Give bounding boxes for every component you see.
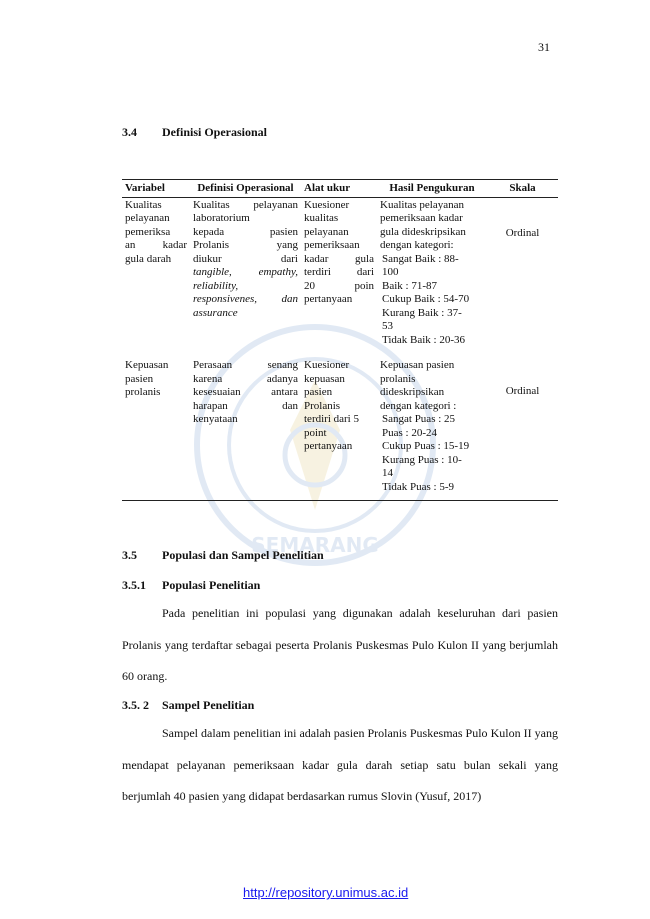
section-number: 3.5. 2 bbox=[122, 698, 149, 712]
text-line: kenyataan bbox=[193, 413, 238, 425]
cell-variabel bbox=[122, 359, 190, 501]
repository-link[interactable]: http://repository.unimus.ac.id bbox=[243, 885, 409, 900]
section-title: Sampel Penelitian bbox=[162, 698, 255, 712]
paragraph-sampel: Sampel dalam penelitian ini adalah pasien Prolanis Puskesmas Pulo Kulon II yang mendapat pelayanan pemeriksaan kadar gula darah setiap satu bulan sekali yang berjumlah 40 pasien yang didapat berdasarkan rumus Slovin (Yusuf, 2017) bbox=[122, 726, 558, 803]
text-line: point bbox=[304, 426, 327, 439]
text-line: Prolanis bbox=[304, 399, 341, 412]
text-line: kepuasan bbox=[304, 372, 345, 385]
col-header-alat-ukur: Alat ukur bbox=[301, 180, 377, 198]
text-line: dideskripsikan bbox=[380, 386, 445, 398]
text-line: Kualitas pelayanan bbox=[193, 198, 298, 211]
col-header-variabel: Variabel bbox=[122, 180, 190, 198]
col-header-skala: Skala bbox=[487, 180, 558, 198]
text-line: an kadar bbox=[125, 239, 187, 251]
section-heading-3-4 bbox=[122, 125, 267, 140]
text-line: Baik : 71-87 bbox=[382, 279, 437, 292]
text-line: 100 bbox=[382, 266, 399, 278]
cell-skala bbox=[487, 197, 558, 359]
text-line: Kepuasan bbox=[125, 359, 169, 371]
cell-definisi bbox=[190, 197, 301, 359]
cell-skala bbox=[487, 359, 558, 501]
col-header-definisi: Definisi Operasional bbox=[190, 180, 301, 198]
text-line: kepada pasien bbox=[193, 225, 298, 238]
text-line: pasien bbox=[125, 372, 154, 385]
text-line: tangible, empathy, bbox=[193, 266, 298, 278]
text-line: kadar gula bbox=[304, 252, 374, 265]
table-row bbox=[122, 197, 558, 359]
text-line: Kualitas bbox=[125, 198, 162, 211]
cell-alat-ukur bbox=[301, 359, 377, 501]
text-line: Kurang Puas : 10- bbox=[382, 453, 462, 466]
section-title: Populasi dan Sampel Penelitian bbox=[162, 548, 324, 562]
text-line: responsivenes, dan bbox=[193, 293, 298, 305]
text-line: terdiri dari bbox=[304, 266, 374, 278]
section-number: 3.4 bbox=[122, 125, 137, 139]
text-line: 53 bbox=[382, 320, 393, 332]
text-line: dengan kategori: bbox=[380, 239, 454, 251]
text-line: kesesuaian antara bbox=[193, 386, 298, 398]
text-line: Cukup Baik : 54-70 bbox=[382, 293, 470, 305]
text-line: 14 bbox=[382, 467, 393, 479]
text-line: pemeriksaan kadar bbox=[380, 212, 463, 224]
text-line: Kepuasan pasien bbox=[380, 359, 455, 371]
section-heading-3-5-2 bbox=[122, 698, 254, 713]
cell-definisi bbox=[190, 359, 301, 501]
text-line: dengan kategori : bbox=[380, 399, 457, 412]
text-line: Prolanis yang bbox=[193, 239, 298, 251]
text-line: laboratorium bbox=[193, 212, 250, 224]
text-line: karena adanya bbox=[193, 372, 298, 385]
text-line: 20 poin bbox=[304, 279, 374, 292]
text-line: pertanyaan bbox=[304, 293, 353, 305]
text-line: Kuesioner bbox=[304, 198, 350, 211]
text-line: Sangat Baik : 88- bbox=[382, 252, 459, 265]
text-line: Cukup Puas : 15-19 bbox=[382, 440, 470, 452]
section-heading-3-5 bbox=[122, 548, 324, 563]
text-line: kualitas bbox=[304, 212, 339, 224]
text-line: pasien bbox=[304, 386, 333, 398]
section-heading-3-5-1 bbox=[122, 578, 260, 593]
text-line: harapan dan bbox=[193, 399, 298, 412]
text-line: pelayanan bbox=[125, 212, 170, 224]
text-line: Perasaan senang bbox=[193, 359, 298, 371]
text-line: pemeriksa bbox=[125, 225, 171, 238]
section-number: 3.5 bbox=[122, 548, 137, 562]
col-header-hasil: Hasil Pengukuran bbox=[377, 180, 487, 198]
page-number: 31 bbox=[538, 40, 550, 54]
section-title: Definisi Operasional bbox=[162, 125, 268, 139]
text-line: gula darah bbox=[125, 252, 172, 265]
text-line: Kuesioner bbox=[304, 359, 350, 371]
text-line: prolanis bbox=[125, 386, 161, 398]
text-line: Tidak Baik : 20-36 bbox=[382, 333, 466, 346]
text-line: pemeriksaan bbox=[304, 239, 360, 251]
text-line: Kurang Baik : 37- bbox=[382, 306, 462, 319]
cell-hasil-pengukuran bbox=[377, 359, 487, 501]
section-number: 3.5.1 bbox=[122, 578, 146, 592]
text-line: Tidak Puas : 5-9 bbox=[382, 480, 455, 493]
text-line: diukur dari bbox=[193, 252, 298, 265]
section-title: Populasi Penelitian bbox=[162, 578, 261, 592]
text-line: reliability, bbox=[193, 279, 239, 292]
text-line: Sangat Puas : 25 bbox=[382, 413, 456, 425]
cell-hasil-pengukuran bbox=[377, 197, 487, 359]
text-line: Kualitas pelayanan bbox=[380, 198, 464, 211]
text-line: assurance bbox=[193, 306, 238, 319]
text-line: prolanis bbox=[380, 372, 416, 385]
text-line: Puas : 20-24 bbox=[382, 426, 437, 439]
cell-variabel bbox=[122, 197, 190, 359]
skala-value: Ordinal bbox=[505, 226, 540, 239]
skala-value: Ordinal bbox=[505, 385, 540, 397]
table-row bbox=[122, 359, 558, 501]
paragraph-populasi: Pada penelitian ini populasi yang digunakan adalah keseluruhan dari pasien Prolanis yang terdaftar sebagai peserta Prolanis Puskesmas Pulo Kulon II yang berjumlah 60 orang. bbox=[122, 606, 558, 683]
text-line: gula dideskripsikan bbox=[380, 225, 466, 238]
operational-definition-table bbox=[122, 179, 558, 501]
text-line: pertanyaan bbox=[304, 440, 353, 452]
cell-alat-ukur bbox=[301, 197, 377, 359]
table-header-row bbox=[122, 180, 558, 198]
svg-text:SEMARANG: SEMARANG bbox=[251, 533, 379, 557]
text-line: terdiri dari 5 bbox=[304, 413, 359, 425]
text-line: pelayanan bbox=[304, 225, 349, 238]
